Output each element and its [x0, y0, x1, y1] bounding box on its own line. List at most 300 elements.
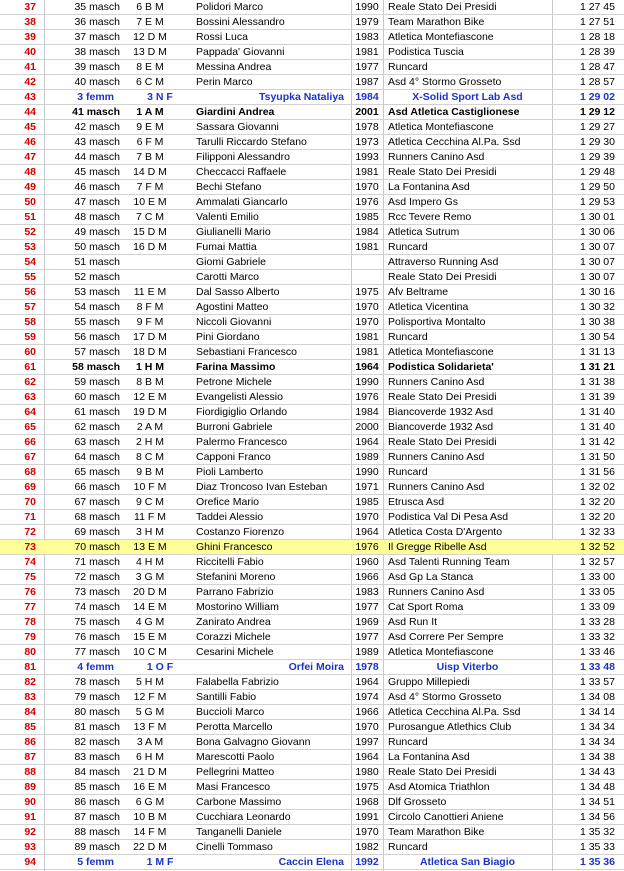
team-cell: Podistica Solidarieta': [388, 361, 494, 373]
result-row: [0, 780, 624, 795]
athlete-name-cell: Polidori Marco: [196, 1, 264, 13]
athlete-name-cell: Pellegrini Matteo: [196, 766, 275, 778]
subcategory-cell: 7 E M: [136, 16, 164, 28]
athlete-name-cell: Pappada' Giovanni: [196, 46, 285, 58]
category-rank-cell: 48 masch: [74, 211, 120, 223]
birth-year-cell: 2001: [355, 106, 379, 118]
position-cell: 37: [24, 1, 36, 13]
birth-year-cell: 1970: [355, 721, 379, 733]
subcategory-cell: 13 F M: [133, 721, 167, 733]
position-cell: 48: [24, 166, 36, 178]
team-cell: Asd Impero Gs: [388, 196, 459, 208]
result-row: [0, 570, 624, 585]
category-rank-cell: 76 masch: [74, 631, 120, 643]
category-rank-cell: 87 masch: [74, 811, 120, 823]
team-cell: Reale Stato Dei Presidi: [388, 271, 497, 283]
team-cell: Polisportiva Montalto: [388, 316, 486, 328]
category-rank-cell: 84 masch: [74, 766, 120, 778]
subcategory-cell: 2 H M: [135, 436, 164, 448]
position-cell: 85: [24, 721, 36, 733]
result-row: [0, 450, 624, 465]
athlete-name-cell: Diaz Troncoso Ivan Esteban: [196, 481, 328, 493]
birth-year-cell: 1982: [355, 841, 379, 853]
position-cell: 44: [24, 106, 36, 118]
subcategory-cell: 14 E M: [133, 601, 167, 613]
athlete-name-cell: Bossini Alessandro: [196, 16, 285, 28]
athlete-name-cell: Farina Massimo: [196, 361, 276, 373]
category-rank-cell: 81 masch: [74, 721, 120, 733]
athlete-name-cell: Mostorino William: [196, 601, 279, 613]
result-row: [0, 630, 624, 645]
finish-time-cell: 1 33 48: [579, 661, 615, 673]
athlete-name-cell: Petrone Michele: [196, 376, 272, 388]
result-row: [0, 165, 624, 180]
subcategory-cell: 1 H M: [135, 361, 164, 373]
team-cell: Reale Stato Dei Presidi: [388, 766, 497, 778]
result-row: [0, 315, 624, 330]
team-cell: Rcc Tevere Remo: [388, 211, 472, 223]
subcategory-cell: 9 F M: [136, 316, 164, 328]
subcategory-cell: 12 E M: [133, 391, 167, 403]
finish-time-cell: 1 29 27: [579, 121, 615, 133]
finish-time-cell: 1 34 34: [579, 736, 615, 748]
position-cell: 71: [24, 511, 36, 523]
position-cell: 73: [24, 541, 36, 553]
birth-year-cell: 1964: [355, 526, 379, 538]
team-cell: Atletica Sutrum: [388, 226, 460, 238]
result-row: [0, 375, 624, 390]
subcategory-cell: 9 B M: [136, 466, 164, 478]
birth-year-cell: 1970: [355, 826, 379, 838]
finish-time-cell: 1 35 36: [579, 856, 615, 868]
position-cell: 45: [24, 121, 36, 133]
result-row: [0, 810, 624, 825]
birth-year-cell: 1981: [355, 241, 379, 253]
category-rank-cell: 54 masch: [74, 301, 120, 313]
birth-year-cell: 1970: [355, 511, 379, 523]
position-cell: 59: [24, 331, 36, 343]
category-rank-cell: 49 masch: [74, 226, 120, 238]
birth-year-cell: 1985: [355, 211, 379, 223]
finish-time-cell: 1 32 02: [579, 481, 615, 493]
athlete-name-cell: Costanzo Fiorenzo: [196, 526, 285, 538]
position-cell: 81: [24, 661, 36, 673]
category-rank-cell: 41 masch: [72, 106, 120, 118]
position-cell: 52: [24, 226, 36, 238]
team-cell: Atletica Cecchina Al.Pa. Ssd: [388, 706, 521, 718]
subcategory-cell: 21 D M: [133, 766, 167, 778]
position-cell: 65: [24, 421, 36, 433]
subcategory-cell: 11 E M: [133, 286, 167, 298]
team-cell: Asd Gp La Stanca: [388, 571, 474, 583]
team-cell: Team Marathon Bike: [388, 826, 485, 838]
athlete-name-cell: Zanirato Andrea: [196, 616, 271, 628]
athlete-name-cell: Giulianelli Mario: [196, 226, 271, 238]
position-cell: 67: [24, 451, 36, 463]
birth-year-cell: 1990: [355, 1, 379, 13]
athlete-name-cell: Riccitelli Fabio: [196, 556, 264, 568]
team-cell: Runcard: [388, 241, 428, 253]
result-row: [0, 120, 624, 135]
category-rank-cell: 44 masch: [74, 151, 120, 163]
finish-time-cell: 1 32 20: [579, 496, 615, 508]
team-cell: Reale Stato Dei Presidi: [388, 436, 497, 448]
athlete-name-cell: Carbone Massimo: [196, 796, 282, 808]
athlete-name-cell: Cucchiara Leonardo: [196, 811, 291, 823]
team-cell: Dlf Grosseto: [388, 796, 447, 808]
position-cell: 49: [24, 181, 36, 193]
team-cell: Podistica Val Di Pesa Asd: [388, 511, 509, 523]
team-cell: Atletica Montefiascone: [388, 346, 494, 358]
category-rank-cell: 3 femm: [77, 91, 114, 103]
category-rank-cell: 50 masch: [74, 241, 120, 253]
finish-time-cell: 1 30 54: [579, 331, 615, 343]
athlete-name-cell: Cesarini Michele: [196, 646, 274, 658]
subcategory-cell: 15 E M: [133, 631, 167, 643]
result-row: [0, 555, 624, 570]
birth-year-cell: 1968: [355, 796, 379, 808]
result-row: [0, 330, 624, 345]
finish-time-cell: 1 32 52: [579, 541, 615, 553]
subcategory-cell: 2 A M: [136, 421, 164, 433]
athlete-name-cell: Rossi Luca: [196, 31, 248, 43]
subcategory-cell: 10 F M: [133, 481, 167, 493]
team-cell: Attraverso Running Asd: [388, 256, 499, 268]
finish-time-cell: 1 27 51: [579, 16, 615, 28]
position-cell: 80: [24, 646, 36, 658]
team-cell: Team Marathon Bike: [388, 16, 485, 28]
subcategory-cell: 5 G M: [135, 706, 165, 718]
category-rank-cell: 71 masch: [74, 556, 120, 568]
position-cell: 89: [24, 781, 36, 793]
athlete-name-cell: Valenti Emilio: [196, 211, 259, 223]
result-row: [0, 525, 624, 540]
position-cell: 61: [24, 361, 36, 373]
birth-year-cell: 1978: [355, 121, 379, 133]
category-rank-cell: 47 masch: [74, 196, 120, 208]
team-cell: Runcard: [388, 466, 428, 478]
position-cell: 50: [24, 196, 36, 208]
finish-time-cell: 1 30 16: [579, 286, 615, 298]
athlete-name-cell: Giardini Andrea: [196, 106, 275, 118]
category-rank-cell: 83 masch: [74, 751, 120, 763]
team-cell: Purosangue Atlethics Club: [388, 721, 512, 733]
finish-time-cell: 1 29 48: [579, 166, 615, 178]
subcategory-cell: 12 F M: [133, 691, 167, 703]
finish-time-cell: 1 30 38: [579, 316, 615, 328]
subcategory-cell: 6 F M: [136, 136, 164, 148]
birth-year-cell: 1981: [355, 331, 379, 343]
birth-year-cell: 1997: [355, 736, 379, 748]
position-cell: 91: [24, 811, 36, 823]
position-cell: 77: [24, 601, 36, 613]
position-cell: 46: [24, 136, 36, 148]
team-cell: Reale Stato Dei Presidi: [388, 1, 497, 13]
position-cell: 63: [24, 391, 36, 403]
result-row: [0, 480, 624, 495]
category-rank-cell: 56 masch: [74, 331, 120, 343]
finish-time-cell: 1 35 32: [579, 826, 615, 838]
birth-year-cell: 1983: [355, 586, 379, 598]
subcategory-cell: 1 M F: [146, 856, 174, 868]
athlete-name-cell: Bona Galvagno Giovann: [196, 736, 311, 748]
position-cell: 76: [24, 586, 36, 598]
finish-time-cell: 1 32 33: [579, 526, 615, 538]
team-cell: Runcard: [388, 61, 428, 73]
subcategory-cell: 15 D M: [133, 226, 167, 238]
position-cell: 57: [24, 301, 36, 313]
team-cell: Podistica Tuscia: [388, 46, 464, 58]
subcategory-cell: 10 E M: [133, 196, 167, 208]
position-cell: 87: [24, 751, 36, 763]
finish-time-cell: 1 35 33: [579, 841, 615, 853]
position-cell: 41: [24, 61, 36, 73]
finish-time-cell: 1 33 09: [579, 601, 615, 613]
result-row: [0, 390, 624, 405]
subcategory-cell: 3 G M: [135, 571, 165, 583]
result-row: [0, 675, 624, 690]
result-row: [0, 30, 624, 45]
category-rank-cell: 35 masch: [74, 1, 120, 13]
birth-year-cell: 1971: [355, 481, 379, 493]
category-rank-cell: 78 masch: [74, 676, 120, 688]
subcategory-cell: 1 A M: [136, 106, 164, 118]
position-cell: 60: [24, 346, 36, 358]
category-rank-cell: 52 masch: [74, 271, 120, 283]
position-cell: 86: [24, 736, 36, 748]
position-cell: 54: [24, 256, 36, 268]
category-rank-cell: 88 masch: [74, 826, 120, 838]
team-cell: Atletica Montefiascone: [388, 646, 494, 658]
category-rank-cell: 75 masch: [74, 616, 120, 628]
finish-time-cell: 1 30 07: [579, 271, 615, 283]
result-row: [0, 345, 624, 360]
subcategory-cell: 3 A M: [136, 736, 164, 748]
athlete-name-cell: Agostini Matteo: [196, 301, 269, 313]
category-rank-cell: 70 masch: [74, 541, 120, 553]
athlete-name-cell: Carotti Marco: [196, 271, 260, 283]
team-cell: Runners Canino Asd: [388, 151, 485, 163]
finish-time-cell: 1 31 40: [579, 421, 615, 433]
finish-time-cell: 1 31 42: [579, 436, 615, 448]
team-cell: La Fontanina Asd: [388, 751, 470, 763]
team-cell: Runners Canino Asd: [388, 451, 485, 463]
position-cell: 72: [24, 526, 36, 538]
subcategory-cell: 18 D M: [133, 346, 167, 358]
category-rank-cell: 51 masch: [74, 256, 120, 268]
subcategory-cell: 14 F M: [133, 826, 167, 838]
athlete-name-cell: Taddei Alessio: [196, 511, 264, 523]
birth-year-cell: 1970: [355, 316, 379, 328]
team-cell: Atletica Costa D'Argento: [388, 526, 503, 538]
position-cell: 70: [24, 496, 36, 508]
result-row: [0, 225, 624, 240]
subcategory-cell: 13 E M: [133, 541, 167, 553]
subcategory-cell: 22 D M: [133, 841, 167, 853]
category-rank-cell: 73 masch: [74, 586, 120, 598]
result-row: [0, 585, 624, 600]
finish-time-cell: 1 34 51: [579, 796, 615, 808]
position-cell: 69: [24, 481, 36, 493]
subcategory-cell: 8 C M: [135, 451, 164, 463]
subcategory-cell: 8 B M: [136, 376, 164, 388]
athlete-name-cell: Tanganelli Daniele: [196, 826, 282, 838]
category-rank-cell: 42 masch: [74, 121, 120, 133]
birth-year-cell: 1964: [355, 751, 379, 763]
athlete-name-cell: Sebastiani Francesco: [196, 346, 297, 358]
athlete-name-cell: Santilli Fabio: [196, 691, 257, 703]
athlete-name-cell: Falabella Fabrizio: [196, 676, 279, 688]
athlete-name-cell: Orefice Mario: [196, 496, 260, 508]
team-cell: Etrusca Asd: [388, 496, 445, 508]
result-row: [0, 135, 624, 150]
subcategory-cell: 7 F M: [136, 181, 164, 193]
birth-year-cell: 1981: [355, 46, 379, 58]
category-rank-cell: 4 femm: [77, 661, 114, 673]
athlete-name-cell: Sassara Giovanni: [196, 121, 279, 133]
birth-year-cell: 1989: [355, 451, 379, 463]
result-row: [0, 285, 624, 300]
category-rank-cell: 5 femm: [77, 856, 114, 868]
finish-time-cell: 1 29 53: [579, 196, 615, 208]
birth-year-cell: 1979: [355, 16, 379, 28]
team-cell: La Fontanina Asd: [388, 181, 470, 193]
finish-time-cell: 1 34 56: [579, 811, 615, 823]
athlete-name-cell: Cinelli Tommaso: [196, 841, 273, 853]
finish-time-cell: 1 29 39: [579, 151, 615, 163]
birth-year-cell: 1960: [355, 556, 379, 568]
result-row: [0, 420, 624, 435]
result-row: [0, 720, 624, 735]
team-cell: Atletica San Biagio: [419, 856, 516, 868]
category-rank-cell: 43 masch: [74, 136, 120, 148]
team-cell: X-Solid Sport Lab Asd: [412, 91, 523, 103]
finish-time-cell: 1 31 39: [579, 391, 615, 403]
birth-year-cell: 1980: [355, 766, 379, 778]
team-cell: Gruppo Millepiedi: [388, 676, 470, 688]
team-cell: Atletica Cecchina Al.Pa. Ssd: [388, 136, 521, 148]
birth-year-cell: 1977: [355, 631, 379, 643]
subcategory-cell: 10 B M: [133, 811, 167, 823]
category-rank-cell: 36 masch: [74, 16, 120, 28]
team-cell: Asd Atletica Castiglionese: [388, 106, 520, 118]
result-row: [0, 270, 624, 285]
athlete-name-cell: Capponi Franco: [196, 451, 271, 463]
birth-year-cell: 1985: [355, 496, 379, 508]
highlighted-result-row: [0, 540, 624, 555]
result-row: [0, 255, 624, 270]
team-cell: Runners Canino Asd: [388, 586, 485, 598]
result-row: [0, 240, 624, 255]
birth-year-cell: 1976: [355, 541, 379, 553]
birth-year-cell: 1976: [355, 391, 379, 403]
finish-time-cell: 1 29 50: [579, 181, 615, 193]
subcategory-cell: 3 N F: [147, 91, 173, 103]
subcategory-cell: 8 F M: [136, 301, 164, 313]
category-rank-cell: 77 masch: [74, 646, 120, 658]
finish-time-cell: 1 31 50: [579, 451, 615, 463]
result-row: [0, 15, 624, 30]
subcategory-cell: 14 D M: [133, 166, 167, 178]
team-cell: Runners Canino Asd: [388, 481, 485, 493]
category-rank-cell: 63 masch: [74, 436, 120, 448]
birth-year-cell: 1981: [355, 346, 379, 358]
team-cell: Runners Canino Asd: [388, 376, 485, 388]
result-row: [0, 615, 624, 630]
finish-time-cell: 1 33 57: [579, 676, 615, 688]
position-cell: 40: [24, 46, 36, 58]
team-cell: Asd Atomica Triathlon: [388, 781, 490, 793]
subcategory-cell: 10 C M: [133, 646, 167, 658]
subcategory-cell: 4 G M: [135, 616, 165, 628]
finish-time-cell: 1 29 12: [579, 106, 615, 118]
category-rank-cell: 82 masch: [74, 736, 120, 748]
result-row: [0, 405, 624, 420]
category-rank-cell: 60 masch: [74, 391, 120, 403]
position-cell: 83: [24, 691, 36, 703]
finish-time-cell: 1 33 00: [579, 571, 615, 583]
result-row: [0, 735, 624, 750]
result-row: [0, 75, 624, 90]
finish-time-cell: 1 33 05: [579, 586, 615, 598]
result-row: [0, 765, 624, 780]
finish-time-cell: 1 28 57: [579, 76, 615, 88]
position-cell: 93: [24, 841, 36, 853]
category-rank-cell: 57 masch: [74, 346, 120, 358]
position-cell: 43: [24, 91, 36, 103]
result-row: [0, 825, 624, 840]
birth-year-cell: 1991: [355, 811, 379, 823]
category-rank-cell: 68 masch: [74, 511, 120, 523]
result-row: [0, 300, 624, 315]
finish-time-cell: 1 31 40: [579, 406, 615, 418]
athlete-name-cell: Masi Francesco: [196, 781, 271, 793]
category-rank-cell: 72 masch: [74, 571, 120, 583]
team-cell: Reale Stato Dei Presidi: [388, 391, 497, 403]
athlete-name-cell: Dal Sasso Alberto: [196, 286, 280, 298]
finish-time-cell: 1 34 48: [579, 781, 615, 793]
team-cell: Biancoverde 1932 Asd: [388, 421, 494, 433]
subcategory-cell: 13 D M: [133, 46, 167, 58]
position-cell: 39: [24, 31, 36, 43]
position-cell: 88: [24, 766, 36, 778]
category-rank-cell: 39 masch: [74, 61, 120, 73]
subcategory-cell: 7 B M: [136, 151, 164, 163]
team-cell: Uisp Viterbo: [436, 661, 499, 673]
birth-year-cell: 1981: [355, 166, 379, 178]
finish-time-cell: 1 32 20: [579, 511, 615, 523]
result-row: [0, 465, 624, 480]
result-row: [0, 495, 624, 510]
athlete-name-cell: Tsyupka Nataliya: [258, 91, 344, 103]
category-rank-cell: 89 masch: [74, 841, 120, 853]
subcategory-cell: 20 D M: [133, 586, 167, 598]
finish-time-cell: 1 34 38: [579, 751, 615, 763]
birth-year-cell: 1983: [355, 31, 379, 43]
athlete-name-cell: Ghini Francesco: [196, 541, 273, 553]
subcategory-cell: 3 H M: [135, 526, 164, 538]
subcategory-cell: 16 E M: [133, 781, 167, 793]
category-rank-cell: 53 masch: [74, 286, 120, 298]
finish-time-cell: 1 30 06: [579, 226, 615, 238]
category-rank-cell: 38 masch: [74, 46, 120, 58]
athlete-name-cell: Corazzi Michele: [196, 631, 271, 643]
subcategory-cell: 19 D M: [133, 406, 167, 418]
birth-year-cell: 1964: [355, 676, 379, 688]
result-row: [0, 360, 624, 375]
birth-year-cell: 1990: [355, 466, 379, 478]
team-cell: Asd Correre Per Sempre: [388, 631, 504, 643]
